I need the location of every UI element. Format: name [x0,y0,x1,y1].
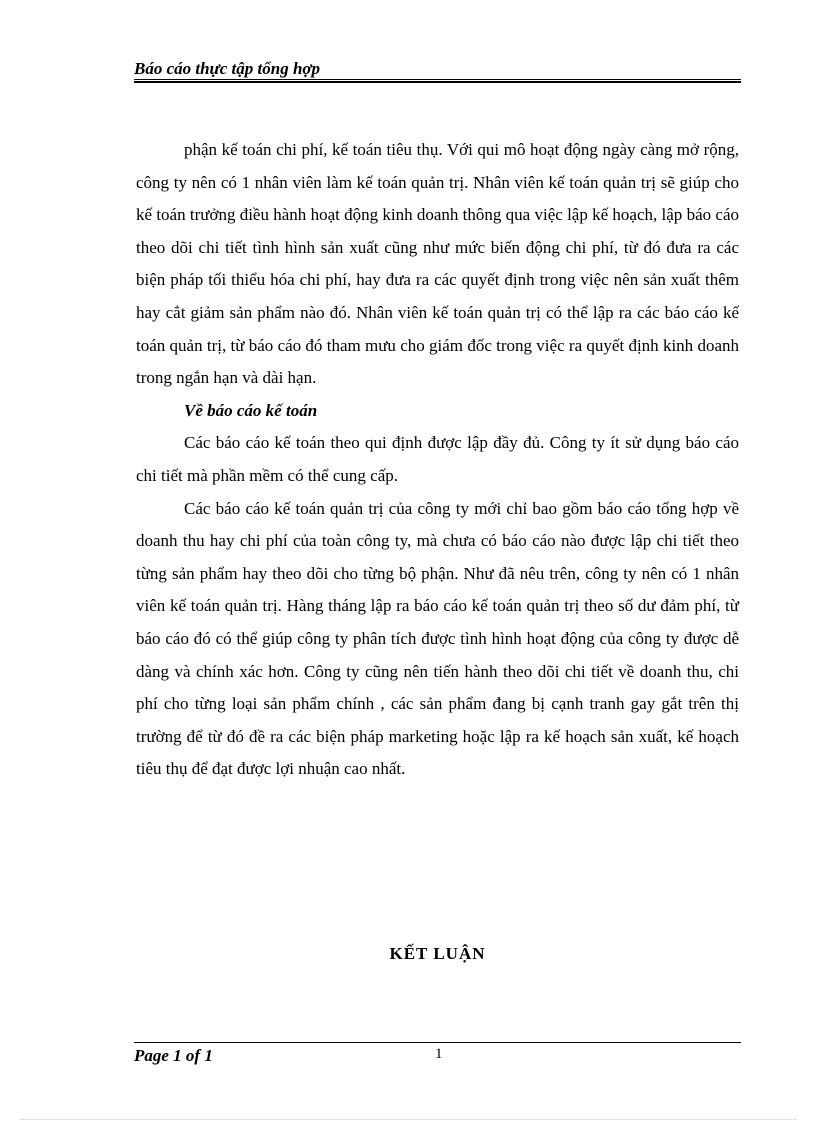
conclusion-heading: KẾT LUẬN [389,944,486,963]
header-divider-thin [134,79,741,80]
section-subheading: Về báo cáo kế toán [184,400,318,420]
body-paragraph: Các báo cáo kế toán theo qui định được lập đầy đủ. Công ty ít sử dụng báo cáo chi tiết mà phần mềm có thể cung cấp. [136,433,739,485]
footer-divider [134,1042,741,1043]
header-divider-thick [134,81,741,83]
page-bottom-border [20,1119,796,1120]
body-paragraph: phận kế toán chi phí, kế toán tiêu thụ. Với qui mô hoạt động ngày càng mở rộng, công ty nên có 1 nhân viên làm kế toán quản trị. Nhân viên kế toán quản trị sẽ giúp cho kế toán trưởng điều hành hoạt động kinh doanh thông qua việc lập kế hoạch, lập báo cáo theo dõi chi tiết tình hình sản xuất cũng như mức biến động chi phí, từ đó đưa ra các biện pháp tối thiểu hóa chi phí, hay đưa ra các quyết định trong việc nên sản xuất thêm hay cắt giảm sản phẩm nào đó. Nhân viên kế toán quản trị có thể lập ra các báo cáo kế toán quản trị, từ báo cáo đó tham mưu cho giám đốc trong việc ra quyết định kinh doanh trong ngắn hạn và dài hạn. [136,140,739,388]
footer-page-label: Page 1 of 1 [134,1046,213,1065]
footer-page-number: 1 [435,1046,443,1062]
body-paragraph: Các báo cáo kế toán quản trị của công ty mới chỉ bao gồm báo cáo tổng hợp về doanh thu hay chi phí của toàn công ty, mà chưa có báo cáo nào được lập chi tiết theo từng sản phẩm hay theo dõi cho từng bộ phận. Như đã nêu trên, công ty nên có 1 nhân viên kế toán quản trị. Hàng tháng lập ra báo cáo kế toán quản trị theo số dư đảm phí, từ báo cáo đó có thể giúp công ty phân tích được tình hình hoạt động của công ty được dễ dàng và chính xác hơn. Công ty cũng nên tiến hành theo dõi chi tiết về doanh thu, chi phí cho từng loại sản phẩm chính , các sản phẩm đang bị cạnh tranh gay gắt trên thị trường để từ đó đề ra các biện pháp marketing hoặc lập ra kế hoạch sản xuất, kế hoạch tiêu thụ để đạt được lợi nhuận cao nhất. [136,498,739,779]
header-title: Báo cáo thực tập tổng hợp [134,59,321,78]
document-body [136,134,739,786]
